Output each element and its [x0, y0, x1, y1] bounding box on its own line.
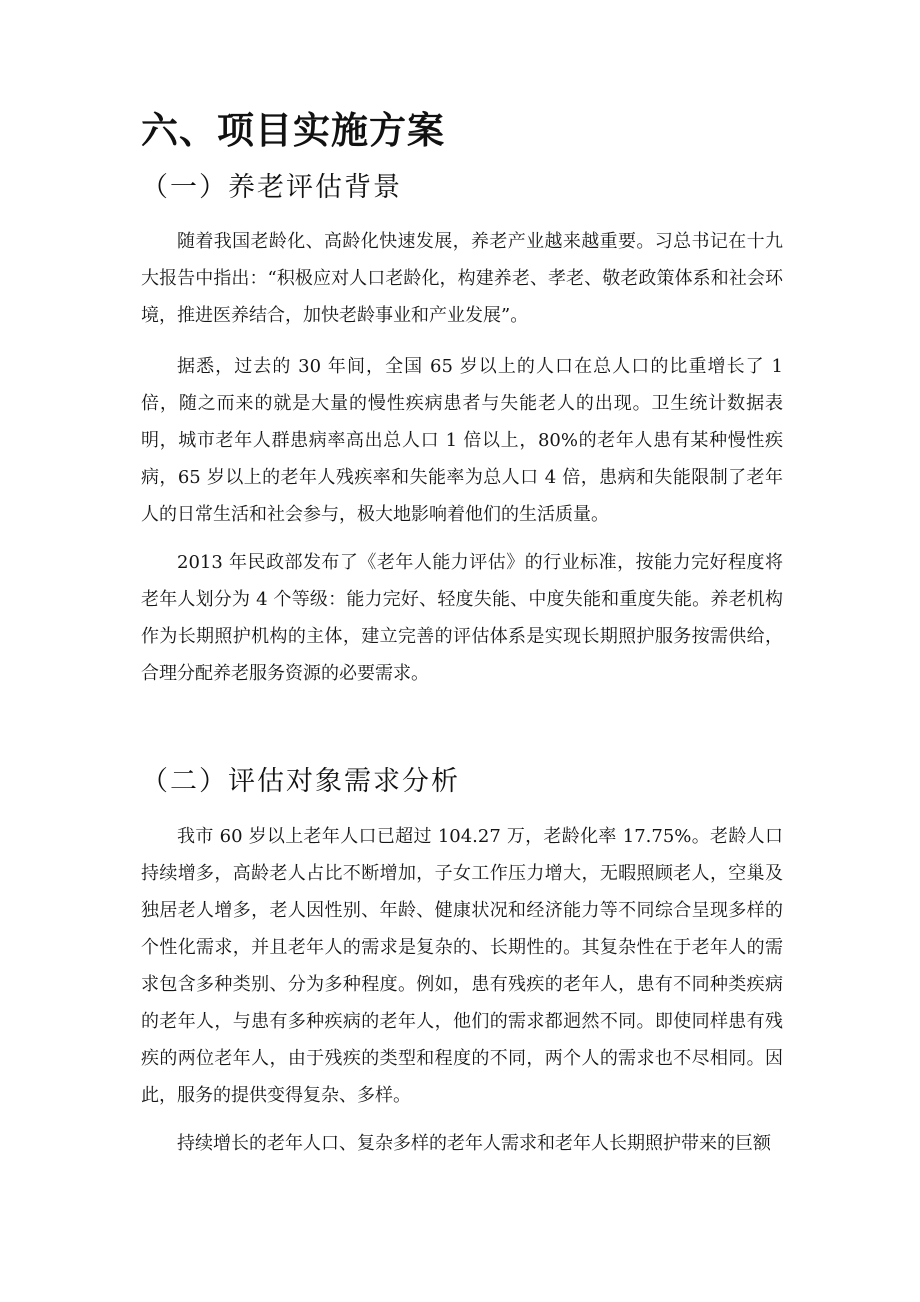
section-heading-background: （一）养老评估背景: [141, 172, 402, 203]
paragraph: 2013 年民政部发布了《老年人能力评估》的行业标准，按能力完好程度将老年人划分为 4 个等级：能力完好、轻度失能、中度失能和重度失能。养老机构作为长期照护机构的主体，建立完善的评估体系是实现长期照护服务按需供给，合理分配养老服务资源的必要需求。: [141, 552, 783, 684]
document-title: 六、项目实施方案: [141, 108, 445, 152]
section-heading-needs-analysis: （二）评估对象需求分析: [141, 766, 460, 797]
paragraph: 持续增长的老年人口、复杂多样的老年人需求和老年人长期照护带来的巨额: [177, 1133, 771, 1154]
paragraph: 随着我国老龄化、高龄化快速发展，养老产业越来越重要。习总书记在十九大报告中指出：“积极应对人口老龄化，构建养老、孝老、敬老政策体系和社会环境，推进医养结合，加快老龄事业和产业发展”。: [141, 231, 783, 326]
paragraph: 据悉，过去的 30 年间，全国 65 岁以上的人口在总人口的比重增长了 1 倍，随之而来的就是大量的慢性疾病患者与失能老人的出现。卫生统计数据表明，城市老年人群患病率高出总人口 1 倍以上，80%的老年人患有某种慢性疾病，65 岁以上的老年人残疾率和失能率为总人口 4 倍，患病和失能限制了老年人的日常生活和社会参与，极大地影响着他们的生活质量。: [141, 356, 783, 525]
paragraph: 我市 60 岁以上老年人口已超过 104.27 万，老龄化率 17.75%。老龄人口持续增多，高龄老人占比不断增加，子女工作压力增大，无暇照顾老人，空巢及独居老人增多，老人因性别、年龄、健康状况和经济能力等不同综合呈现多样的个性化需求，并且老年人的需求是复杂的、长期性的。其复杂性在于老年人的需求包含多种类别、分为多种程度。例如，患有残疾的老年人，患有不同种类疾病的老年人，与患有多种疾病的老年人，他们的需求都迥然不同。即使同样患有残疾的两位老年人，由于残疾的类型和程度的不同，两个人的需求也不尽相同。因此，服务的提供变得复杂、多样。: [141, 826, 783, 1106]
